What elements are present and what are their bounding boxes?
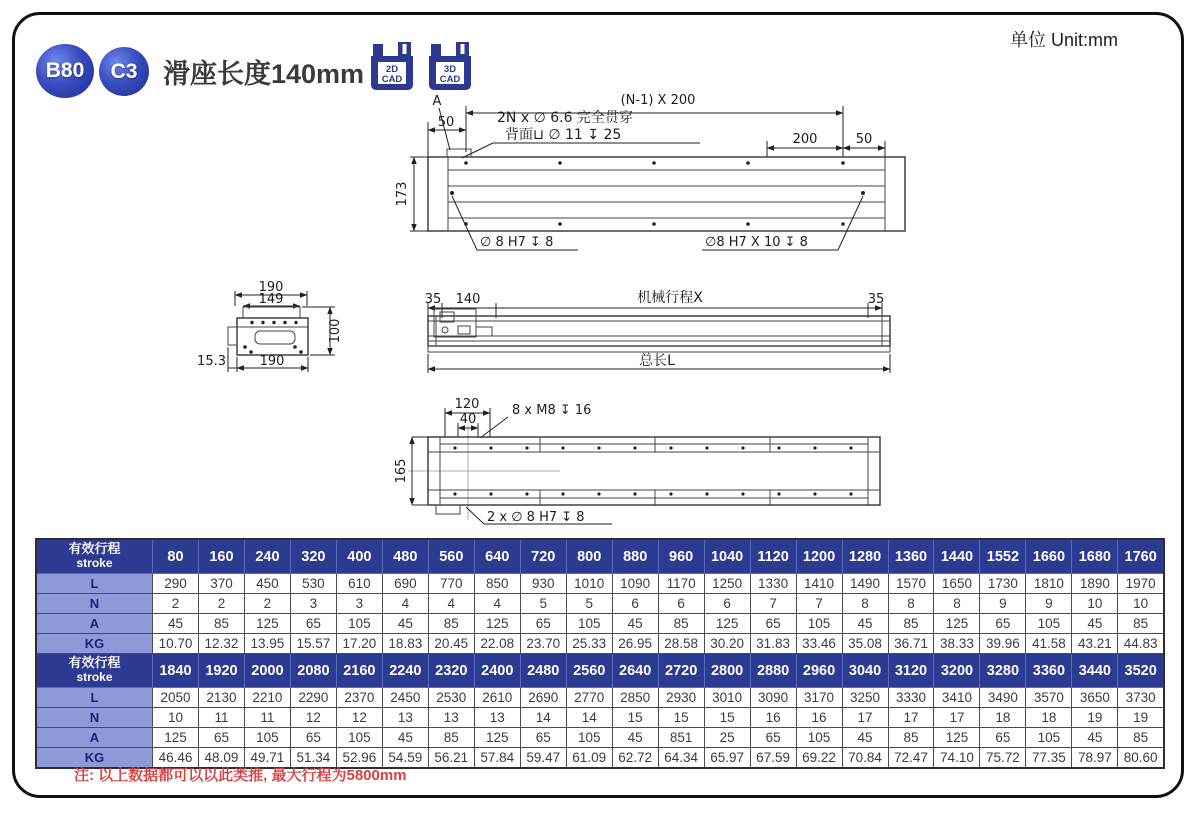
cad-3d-line1: 3D <box>443 64 457 75</box>
data-cell: 67.59 <box>750 748 796 769</box>
stroke-value-cell: 3040 <box>842 654 888 688</box>
stroke-value-cell: 2080 <box>290 654 336 688</box>
data-cell: 3730 <box>1118 688 1164 708</box>
stroke-value-cell: 3200 <box>934 654 980 688</box>
data-cell: 1250 <box>704 574 750 594</box>
cad-3d-download-button[interactable] <box>427 42 473 92</box>
drawing-section-view <box>197 280 343 372</box>
data-cell: 930 <box>520 574 566 594</box>
data-cell: 54.59 <box>382 748 428 769</box>
stroke-value-cell: 240 <box>244 539 290 574</box>
stroke-value-cell: 1920 <box>198 654 244 688</box>
data-cell: 31.83 <box>750 634 796 654</box>
stroke-value-cell: 2800 <box>704 654 750 688</box>
data-cell: 69.22 <box>796 748 842 769</box>
stroke-value-cell: 2320 <box>428 654 474 688</box>
data-cell: 4 <box>474 594 520 614</box>
data-cell: 2690 <box>520 688 566 708</box>
data-cell: 35.08 <box>842 634 888 654</box>
floppy-tab-icon <box>431 44 441 57</box>
data-cell: 6 <box>612 594 658 614</box>
floppy-tab-icon <box>373 44 383 57</box>
data-cell: 850 <box>474 574 520 594</box>
data-cell: 851 <box>658 728 704 748</box>
data-cell: 33.46 <box>796 634 842 654</box>
floppy-slot-icon <box>461 44 465 54</box>
data-cell: 125 <box>934 728 980 748</box>
dim-label: 40 <box>459 412 477 427</box>
data-cell: 18 <box>1026 708 1072 728</box>
stroke-value-cell: 1360 <box>888 539 934 574</box>
data-cell: 85 <box>658 614 704 634</box>
data-cell: 74.10 <box>934 748 980 769</box>
data-cell: 450 <box>244 574 290 594</box>
data-cell: 8 <box>888 594 934 614</box>
data-cell: 45 <box>382 728 428 748</box>
data-cell: 6 <box>704 594 750 614</box>
data-cell: 17.20 <box>336 634 382 654</box>
dim-label: 50 <box>437 115 455 130</box>
data-cell: 59.47 <box>520 748 566 769</box>
data-cell: 85 <box>198 614 244 634</box>
data-cell: 105 <box>336 614 382 634</box>
floppy-slot-icon <box>403 44 407 54</box>
data-cell: 2050 <box>153 688 199 708</box>
data-cell: 1410 <box>796 574 842 594</box>
data-cell: 11 <box>198 708 244 728</box>
data-cell: 3410 <box>934 688 980 708</box>
stroke-value-cell: 640 <box>474 539 520 574</box>
dim-label: 50 <box>855 132 873 147</box>
data-cell: 105 <box>796 614 842 634</box>
data-cell: 65 <box>980 728 1026 748</box>
data-cell: 65 <box>980 614 1026 634</box>
data-cell: 2450 <box>382 688 428 708</box>
data-cell: 15 <box>658 708 704 728</box>
data-cell: 39.96 <box>980 634 1026 654</box>
data-cell: 8 <box>934 594 980 614</box>
data-cell: 1890 <box>1072 574 1118 594</box>
data-cell: 2850 <box>612 688 658 708</box>
data-cell: 16 <box>750 708 796 728</box>
data-cell: 18.83 <box>382 634 428 654</box>
stroke-value-cell: 1840 <box>153 654 199 688</box>
data-cell: 9 <box>980 594 1026 614</box>
stroke-value-cell: 3120 <box>888 654 934 688</box>
data-cell: 125 <box>704 614 750 634</box>
row-label-cell: L <box>36 688 153 708</box>
data-cell: 65 <box>198 728 244 748</box>
dim-label: 140 <box>455 292 481 307</box>
data-cell: 43.21 <box>1072 634 1118 654</box>
data-cell: 3650 <box>1072 688 1118 708</box>
hole-label-right: ∅8 H7 X 10 ↧ 8 <box>705 235 808 250</box>
data-cell: 15.57 <box>290 634 336 654</box>
data-cell: 3090 <box>750 688 796 708</box>
stroke-value-cell: 80 <box>153 539 199 574</box>
hole-label-left: ∅ 8 H7 ↧ 8 <box>480 235 554 250</box>
data-cell: 3170 <box>796 688 842 708</box>
data-cell: 19 <box>1072 708 1118 728</box>
data-cell: 45 <box>153 614 199 634</box>
data-cell: 51.34 <box>290 748 336 769</box>
data-cell: 72.47 <box>888 748 934 769</box>
data-cell: 125 <box>244 614 290 634</box>
data-cell: 18 <box>980 708 1026 728</box>
data-cell: 125 <box>153 728 199 748</box>
data-cell: 70.84 <box>842 748 888 769</box>
data-cell: 125 <box>474 728 520 748</box>
data-cell: 65 <box>750 614 796 634</box>
data-cell: 9 <box>1026 594 1072 614</box>
stroke-value-cell: 2480 <box>520 654 566 688</box>
table-row-N <box>36 594 1164 614</box>
stroke-value-cell: 2720 <box>658 654 704 688</box>
row-label-cell: N <box>36 708 153 728</box>
data-cell: 4 <box>428 594 474 614</box>
thread-label: 8 x M8 ↧ 16 <box>512 403 592 418</box>
row-label-cell: KG <box>36 748 153 769</box>
stroke-value-cell: 800 <box>566 539 612 574</box>
footer-note: 注: 以上数据都可以以此类推, 最大行程为5800mm <box>74 767 407 784</box>
stroke-value-cell: 480 <box>382 539 428 574</box>
data-cell: 10 <box>1118 594 1164 614</box>
stroke-value-cell: 1280 <box>842 539 888 574</box>
data-cell: 23.70 <box>520 634 566 654</box>
hole-label-bottom: 2 x ∅ 8 H7 ↧ 8 <box>487 510 585 525</box>
data-cell: 2 <box>198 594 244 614</box>
dim-label: 35 <box>867 292 885 307</box>
data-cell: 85 <box>428 728 474 748</box>
model-badge-b80-label: B80 <box>45 59 85 82</box>
dim-label: 190 <box>259 354 285 369</box>
data-cell: 36.71 <box>888 634 934 654</box>
data-cell: 1730 <box>980 574 1026 594</box>
table-row-L <box>36 688 1164 708</box>
data-cell: 530 <box>290 574 336 594</box>
stroke-value-cell: 1760 <box>1118 539 1164 574</box>
stroke-value-cell: 1660 <box>1026 539 1072 574</box>
mechanical-stroke-label: 机械行程X <box>637 290 703 306</box>
data-cell: 8 <box>842 594 888 614</box>
data-cell: 370 <box>198 574 244 594</box>
data-cell: 49.71 <box>244 748 290 769</box>
cad-2d-line2: CAD <box>381 74 403 85</box>
data-cell: 64.34 <box>658 748 704 769</box>
table-row-L <box>36 574 1164 594</box>
data-cell: 46.46 <box>153 748 199 769</box>
drawing-bottom-view <box>394 397 880 525</box>
data-cell: 1570 <box>888 574 934 594</box>
data-cell: 10.70 <box>153 634 199 654</box>
data-cell: 105 <box>796 728 842 748</box>
data-cell: 12 <box>290 708 336 728</box>
data-cell: 5 <box>566 594 612 614</box>
data-cell: 45 <box>842 728 888 748</box>
row-label-cell: A <box>36 614 153 634</box>
stroke-value-cell: 1120 <box>750 539 796 574</box>
stroke-value-cell: 2880 <box>750 654 796 688</box>
data-cell: 125 <box>474 614 520 634</box>
data-cell: 105 <box>244 728 290 748</box>
data-cell: 2370 <box>336 688 382 708</box>
cad-2d-line1: 2D <box>385 64 399 75</box>
stroke-value-cell: 2560 <box>566 654 612 688</box>
data-cell: 45 <box>382 614 428 634</box>
row-label-cell: KG <box>36 634 153 654</box>
technical-drawings <box>0 90 1200 538</box>
data-cell: 45 <box>842 614 888 634</box>
data-cell: 105 <box>1026 614 1072 634</box>
stroke-value-cell: 3520 <box>1118 654 1164 688</box>
data-cell: 65.97 <box>704 748 750 769</box>
data-cell: 65 <box>750 728 796 748</box>
data-cell: 3330 <box>888 688 934 708</box>
stroke-value-cell: 880 <box>612 539 658 574</box>
data-cell: 11 <box>244 708 290 728</box>
data-cell: 1170 <box>658 574 704 594</box>
stroke-value-cell: 2000 <box>244 654 290 688</box>
table-row-KG <box>36 634 1164 654</box>
stroke-value-cell: 2640 <box>612 654 658 688</box>
data-cell: 2290 <box>290 688 336 708</box>
data-cell: 1650 <box>934 574 980 594</box>
data-cell: 13.95 <box>244 634 290 654</box>
data-cell: 125 <box>934 614 980 634</box>
data-cell: 65 <box>520 614 566 634</box>
data-cell: 3010 <box>704 688 750 708</box>
stroke-value-cell: 2400 <box>474 654 520 688</box>
data-cell: 28.58 <box>658 634 704 654</box>
data-cell: 2530 <box>428 688 474 708</box>
data-cell: 13 <box>382 708 428 728</box>
data-cell: 20.45 <box>428 634 474 654</box>
data-cell: 4 <box>382 594 428 614</box>
data-cell: 2770 <box>566 688 612 708</box>
stroke-dimension-table <box>35 538 1165 769</box>
data-cell: 15 <box>704 708 750 728</box>
data-cell: 10 <box>1072 594 1118 614</box>
stroke-value-cell: 720 <box>520 539 566 574</box>
data-cell: 77.35 <box>1026 748 1072 769</box>
data-cell: 105 <box>566 614 612 634</box>
stroke-value-cell: 3440 <box>1072 654 1118 688</box>
data-cell: 13 <box>474 708 520 728</box>
total-length-label: 总长L <box>639 353 675 369</box>
data-cell: 3 <box>336 594 382 614</box>
data-cell: 105 <box>566 728 612 748</box>
data-cell: 25 <box>704 728 750 748</box>
data-cell: 65 <box>520 728 566 748</box>
dim-label: 149 <box>258 292 284 307</box>
data-cell: 2210 <box>244 688 290 708</box>
data-cell: 13 <box>428 708 474 728</box>
data-cell: 14 <box>566 708 612 728</box>
data-cell: 290 <box>153 574 199 594</box>
model-badge-c3 <box>99 47 149 96</box>
data-cell: 17 <box>888 708 934 728</box>
stroke-value-cell: 2960 <box>796 654 842 688</box>
data-cell: 61.09 <box>566 748 612 769</box>
data-cell: 85 <box>888 728 934 748</box>
data-cell: 105 <box>1026 728 1072 748</box>
stroke-header-row <box>36 654 1164 688</box>
data-cell: 62.72 <box>612 748 658 769</box>
stroke-value-cell: 1552 <box>980 539 1026 574</box>
data-cell: 1810 <box>1026 574 1072 594</box>
stroke-value-cell: 2240 <box>382 654 428 688</box>
data-cell: 7 <box>750 594 796 614</box>
page-title: 滑座长度140mm <box>163 59 365 89</box>
stroke-value-cell: 320 <box>290 539 336 574</box>
dim-label: 15.3 <box>197 354 226 369</box>
data-cell: 17 <box>842 708 888 728</box>
hole-note-line1: 2N x ∅ 6.6 完全贯穿 <box>497 110 633 126</box>
model-badge-c3-label: C3 <box>110 59 138 83</box>
stroke-value-cell: 3360 <box>1026 654 1072 688</box>
stroke-value-cell: 960 <box>658 539 704 574</box>
data-cell: 1970 <box>1118 574 1164 594</box>
data-cell: 1330 <box>750 574 796 594</box>
dim-label: 165 <box>394 458 409 484</box>
data-cell: 45 <box>612 728 658 748</box>
stroke-value-cell: 160 <box>198 539 244 574</box>
table-row-A <box>36 728 1164 748</box>
data-cell: 75.72 <box>980 748 1026 769</box>
stroke-value-cell: 1440 <box>934 539 980 574</box>
data-cell: 17 <box>934 708 980 728</box>
data-cell: 3 <box>290 594 336 614</box>
data-cell: 12.32 <box>198 634 244 654</box>
dim-label: A <box>432 94 442 109</box>
dim-label: 200 <box>792 132 818 147</box>
data-cell: 45 <box>1072 614 1118 634</box>
data-cell: 38.33 <box>934 634 980 654</box>
data-cell: 45 <box>612 614 658 634</box>
data-cell: 1010 <box>566 574 612 594</box>
data-cell: 1490 <box>842 574 888 594</box>
data-cell: 41.58 <box>1026 634 1072 654</box>
data-cell: 12 <box>336 708 382 728</box>
row-label-cell: A <box>36 728 153 748</box>
stroke-value-cell: 1680 <box>1072 539 1118 574</box>
data-cell: 2 <box>153 594 199 614</box>
stroke-value-cell: 560 <box>428 539 474 574</box>
data-cell: 16 <box>796 708 842 728</box>
data-cell: 2610 <box>474 688 520 708</box>
stroke-value-cell: 2160 <box>336 654 382 688</box>
drawing-top-view <box>395 93 905 250</box>
table-row-A <box>36 614 1164 634</box>
stroke-value-cell: 1200 <box>796 539 842 574</box>
stroke-header-row <box>36 539 1164 574</box>
data-cell: 80.60 <box>1118 748 1164 769</box>
data-cell: 85 <box>1118 614 1164 634</box>
data-cell: 45 <box>1072 728 1118 748</box>
data-cell: 44.83 <box>1118 634 1164 654</box>
data-cell: 56.21 <box>428 748 474 769</box>
stroke-value-cell: 1040 <box>704 539 750 574</box>
row-label-cell: N <box>36 594 153 614</box>
data-cell: 26.95 <box>612 634 658 654</box>
data-cell: 3570 <box>1026 688 1072 708</box>
data-cell: 14 <box>520 708 566 728</box>
dim-label: 173 <box>395 181 410 207</box>
data-cell: 85 <box>1118 728 1164 748</box>
data-cell: 7 <box>796 594 842 614</box>
data-cell: 10 <box>153 708 199 728</box>
data-cell: 5 <box>520 594 566 614</box>
data-cell: 52.96 <box>336 748 382 769</box>
dim-label: 190 <box>258 280 284 295</box>
hole-note-line2: 背面⊔ ∅ 11 ↧ 25 <box>505 127 622 143</box>
data-cell: 65 <box>290 614 336 634</box>
data-cell: 65 <box>290 728 336 748</box>
data-cell: 57.84 <box>474 748 520 769</box>
stroke-value-cell: 3280 <box>980 654 1026 688</box>
data-cell: 19 <box>1118 708 1164 728</box>
data-cell: 2130 <box>198 688 244 708</box>
data-cell: 690 <box>382 574 428 594</box>
data-cell: 48.09 <box>198 748 244 769</box>
data-cell: 3250 <box>842 688 888 708</box>
stroke-header-label: 有效行程 stroke <box>36 539 153 574</box>
data-cell: 610 <box>336 574 382 594</box>
cad-2d-download-button[interactable] <box>369 42 415 92</box>
dim-label: 120 <box>454 397 480 412</box>
dim-label: (N-1) X 200 <box>620 93 696 108</box>
dim-label: 100 <box>328 318 343 344</box>
row-label-cell: L <box>36 574 153 594</box>
unit-label: 单位 Unit:mm <box>1010 30 1118 50</box>
data-cell: 3490 <box>980 688 1026 708</box>
data-cell: 105 <box>336 728 382 748</box>
table-row-N <box>36 708 1164 728</box>
data-cell: 6 <box>658 594 704 614</box>
data-cell: 2930 <box>658 688 704 708</box>
data-cell: 2 <box>244 594 290 614</box>
data-cell: 15 <box>612 708 658 728</box>
drawing-side-view <box>425 289 890 373</box>
data-cell: 22.08 <box>474 634 520 654</box>
data-cell: 25.33 <box>566 634 612 654</box>
stroke-value-cell: 400 <box>336 539 382 574</box>
data-cell: 1090 <box>612 574 658 594</box>
cad-3d-line2: CAD <box>439 74 461 85</box>
data-cell: 85 <box>428 614 474 634</box>
data-cell: 78.97 <box>1072 748 1118 769</box>
data-cell: 85 <box>888 614 934 634</box>
data-cell: 770 <box>428 574 474 594</box>
data-cell: 30.20 <box>704 634 750 654</box>
dim-label: 35 <box>424 292 442 307</box>
stroke-header-label: 有效行程 stroke <box>36 654 153 688</box>
